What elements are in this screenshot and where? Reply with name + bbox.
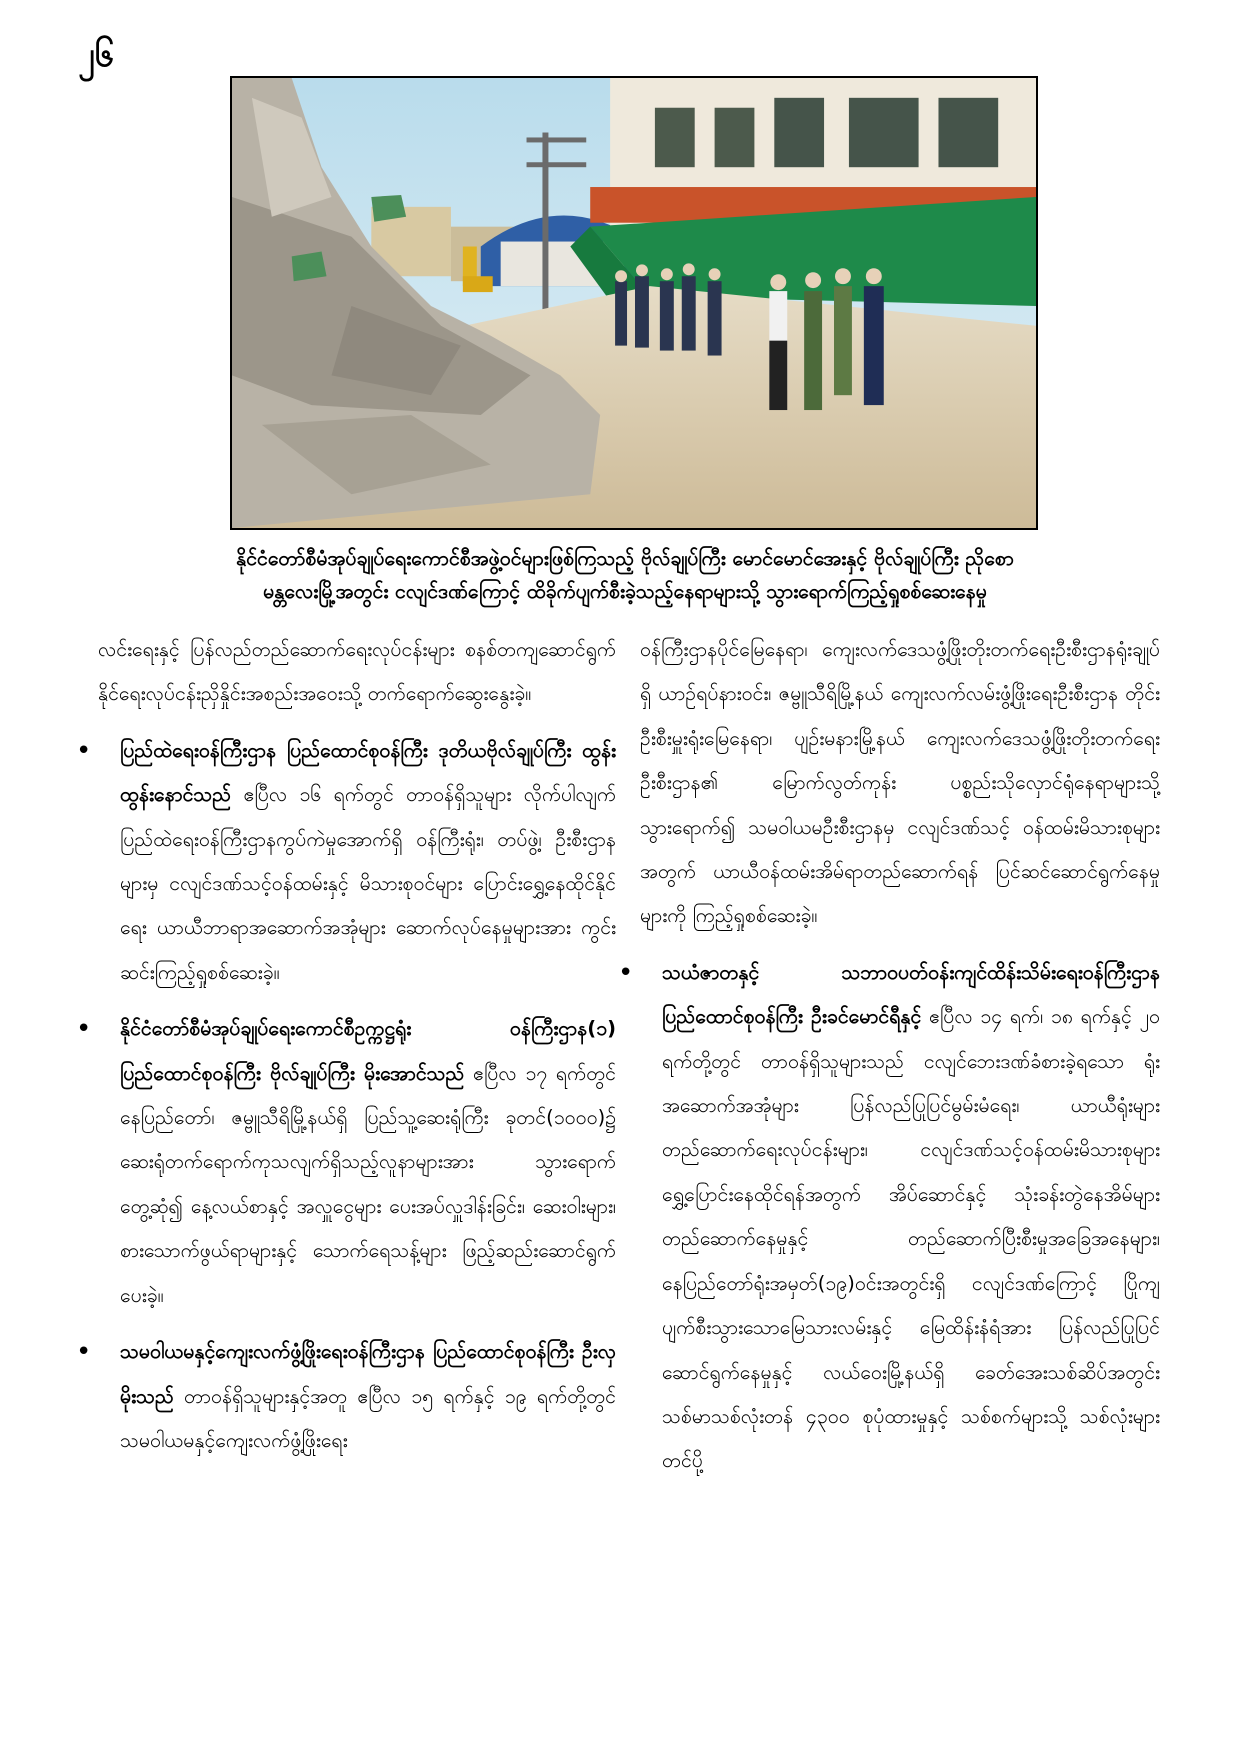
item-lead: သယံဇာတနှင့် သဘာဝပတ်ဝန်းကျင်ထိန်းသိမ်းရေးဝန်ကြီးဌာန ပြည်ထောင်စုဝန်ကြီး ဦးခင်မောင်ရီနှင့် bbox=[662, 960, 1160, 1029]
news-photo bbox=[230, 76, 1038, 530]
left-bullet-item bbox=[76, 1330, 616, 1463]
bullet-icon: • bbox=[618, 957, 634, 988]
right-column bbox=[618, 628, 1160, 1484]
caption-line-2: မန္တလေးမြို့အတွင်း ငလျင်ဒဏ်ကြောင့် ထိခိုက်ပျက်စီးခဲ့သည့်နေရာများသို့ သွားရောက်ကြည့်ရှုစစ်ဆေးနေမှု bbox=[263, 580, 987, 603]
bullet-icon: • bbox=[76, 1337, 92, 1368]
item-body: ဧပြီလ ၁၄ ရက်၊ ၁၈ ရက်နှင့် ၂၀ ရက်တို့တွင် တာဝန်ရှိသူများသည် ငလျင်ဘေးဒဏ်ခံစားခဲ့ရသော ရုံးအဆောက်အအုံများ ပြန်လည်ပြုပြင်မွမ်းမံရေး၊ ယာယီရုံးများ တည်ဆောက်ရေးလုပ်ငန်းများ၊ ငလျင်ဒဏ်သင့်ဝန်ထမ်းမိသားစုများ ရွှေ့ပြောင်းနေထိုင်ရန်အတွက် အိပ်ဆောင်နှင့် သုံးခန်းတွဲနေအိမ်များ တည်ဆောက်နေမှုနှင့် တည်ဆောက်ပြီးစီးမှုအခြေအနေများ၊ နေပြည်တော်ရုံးအမှတ်(၁၉)ဝင်းအတွင်းရှိ ငလျင်ဒဏ်ကြောင့် ပြိုကျပျက်စီးသွားသောမြေသားလမ်းနှင့် မြေထိန်းနံရံအား ပြန်လည်ပြုပြင်ဆောင်ရွက်နေမှုနှင့် လယ်ဝေးမြို့နယ်ရှိ ခေတ်အေးသစ်ဆိပ်အတွင်း သစ်မာသစ်လုံးတန် ၄၃၀၀ စုပုံထားမှုနှင့် သစ်စက်များသို့ သစ်လုံးများတင်ပို့ bbox=[662, 1005, 1160, 1473]
item-lead: သမဝါယမနှင့်ကျေးလက်ဖွံ့ဖြိုးရေးဝန်ကြီးဌာန ပြည်ထောင်စုဝန်ကြီး ဦးလှမိုးသည် bbox=[120, 1340, 616, 1408]
left-bullet-item bbox=[76, 729, 616, 995]
bullet-icon: • bbox=[76, 735, 92, 766]
item-body: တာဝန်ရှိသူများနှင့်အတူ ဧပြီလ ၁၅ ရက်နှင့် ၁၉ ရက်တို့တွင် သမဝါယမနှင့်ကျေးလက်ဖွံ့ဖြိုးရေး bbox=[120, 1384, 616, 1452]
left-bullet-item bbox=[76, 1007, 617, 1318]
left-intro-paragraph: လင်းရေးနှင့် ပြန်လည်တည်ဆောက်ရေးလုပ်ငန်းများ စနစ်တကျဆောင်ရွက်နိုင်ရေးလုပ်ငန်းညှိနှိုင်းအစည်းအဝေးသို့ တက်ရောက်ဆွေးနွေးခဲ့။ bbox=[98, 638, 616, 706]
left-column bbox=[76, 628, 617, 1463]
page-number: ၂၆ bbox=[78, 35, 114, 75]
caption-line-1: နိုင်ငံတော်စီမံအုပ်ချုပ်ရေးကောင်စီအဖွဲ့ဝင်များဖြစ်ကြသည့် ဗိုလ်ချုပ်ကြီး မောင်မောင်အေးနှင့် ဗိုလ်ချုပ်ကြီး ညိုစော bbox=[236, 547, 1014, 570]
photo-illustration bbox=[232, 78, 1036, 528]
item-lead: နိုင်ငံတော်စီမံအုပ်ချုပ်ရေးကောင်စီဥက္ကဋ္ဌရုံး ဝန်ကြီးဌာန(၁) ပြည်ထောင်စုဝန်ကြီး ဗိုလ်ချုပ်ကြီး မိုးအောင်သည် bbox=[120, 1017, 616, 1085]
bullet-icon: • bbox=[76, 1014, 92, 1045]
item-body: ဧပြီလ ၁၆ ရက်တွင် တာဝန်ရှိသူများ လိုက်ပါလျက် ပြည်ထဲရေးဝန်ကြီးဌာနကွပ်ကဲမှုအောက်ရှိ ဝန်ကြီးရုံး၊ တပ်ဖွဲ့၊ ဦးစီးဌာနများမှ ငလျင်ဒဏ်သင့်ဝန်ထမ်းနှင့် မိသားစုဝင်များ ပြောင်းရွှေ့နေထိုင်နိုင်ရေး ယာယီဘာရာအဆောက်အအုံများ ဆောက်လုပ်နေမှုများအား ကွင်းဆင်းကြည့်ရှုစစ်ဆေးခဲ့။ bbox=[120, 783, 616, 984]
right-bullet-item bbox=[618, 951, 1160, 1484]
item-lead: ပြည်ထဲရေးဝန်ကြီးဌာန ပြည်ထောင်စုဝန်ကြီး ဒုတိယဗိုလ်ချုပ်ကြီး ထွန်းထွန်းနောင်သည် bbox=[120, 738, 616, 807]
photo-caption bbox=[120, 542, 1130, 608]
item-body: ဧပြီလ ၁၇ ရက်တွင် နေပြည်တော်၊ ဇမ္ဗူသီရိမြို့နယ်ရှိ ပြည်သူ့ဆေးရုံကြီး ခုတင်(၁၀၀၀)၌ ဆေးရုံတက်ရောက်ကုသလျက်ရှိသည့်လူနာများအား သွားရောက်တွေ့ဆုံ၍ နေ့လယ်စာနှင့် အလှူငွေများ ပေးအပ်လှူဒါန်းခြင်း၊ ဆေးဝါးများ၊ စားသောက်ဖွယ်ရာများနှင့် သောက်ရေသန့်များ ဖြည့်ဆည်းဆောင်ရွက်ပေးခဲ့။ bbox=[120, 1061, 617, 1307]
right-intro-paragraph: ဝန်ကြီးဌာနပိုင်မြေနေရာ၊ ကျေးလက်ဒေသဖွံ့ဖြိုးတိုးတက်ရေးဦးစီးဌာနရုံးချုပ်ရှိ ယာဉ်ရပ်နားဝင်း၊ ဇမ္ဗူသီရိမြို့နယ် ကျေးလက်လမ်းဖွံ့ဖြိုးရေးဦးစီးဌာန တိုင်းဦးစီးမှူးရုံးမြေနေရာ၊ ပျဉ်းမနားမြို့နယ် ကျေးလက်ဒေသဖွံ့ဖြိုးတိုးတက်ရေးဦးစီးဌာန၏ မြောက်လွတ်ကုန်း ပစ္စည်းသိုလှောင်ရုံနေရာများသို့ သွားရောက်၍ သမဝါယမဦးစီးဌာနမှ ငလျင်ဒဏ်သင့် ဝန်ထမ်းမိသားစုများအတွက် ယာယီဝန်ထမ်းအိမ်ရာတည်ဆောက်ရန် ပြင်ဆင်ဆောင်ရွက်နေမှုများကို ကြည့်ရှုစစ်ဆေးခဲ့။ bbox=[640, 638, 1160, 928]
